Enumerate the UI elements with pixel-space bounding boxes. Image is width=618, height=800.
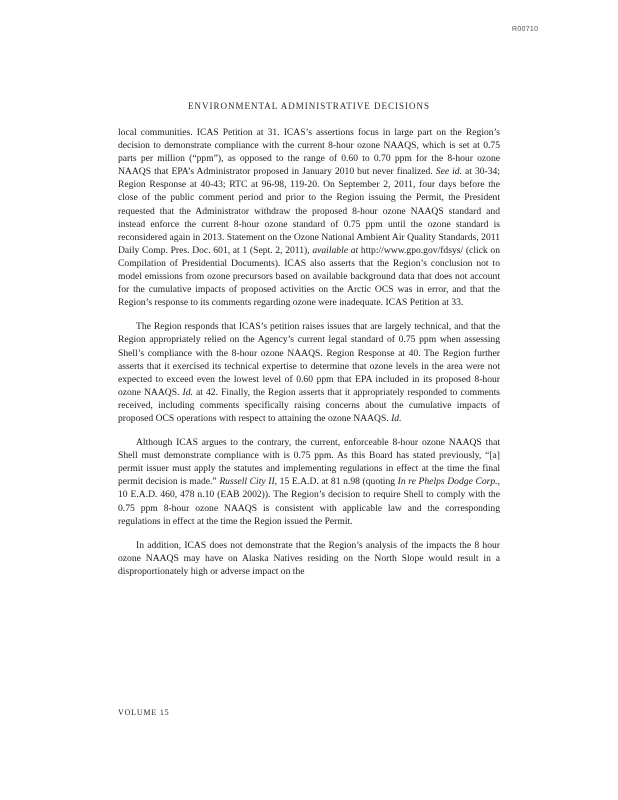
running-head: ENVIRONMENTAL ADMINISTRATIVE DECISIONS bbox=[188, 101, 430, 111]
text-run: local communities. ICAS Petition at 31. ICAS’s assertions focus in large part on the Region’s decision to demonstrate compliance with the current 8-hour ozone NAAQS, which is set at 0.75 parts per million (“ppm”), as opposed to the range of 0.60 to 0.70 ppm for the 8-hour ozone NAAQS that EPA’s Administrator proposed in January 2010 but never finalized. bbox=[118, 127, 500, 178]
body-text bbox=[118, 126, 500, 578]
italic-citation: Id. bbox=[391, 412, 402, 424]
text-run: The Region responds that ICAS’s petition raises issues that are largely technical, and that the Region appropriately relied on the Agency’s current legal standard of 0.75 ppm when assessing Shell’s compliance with the 8-hour ozone NAAQS. Region Response at 40. The Region further asserts that it exercised its technical expertise to determine that ozone levels in the area were not expected to exceed even the lowest level of 0.60 ppm that EPA included in its proposed 8-hour ozone NAAQS. bbox=[118, 321, 500, 398]
volume-footer: VOLUME 15 bbox=[118, 708, 170, 717]
italic-citation: Id. bbox=[182, 386, 193, 398]
paragraph-2 bbox=[118, 320, 500, 425]
text-run: http://www.gpo.gov/fdsys/ (click on Compilation of Presidential Documents). ICAS also asserts that the Region’s conclusion not to model emissions from ozone precursors based on available background data that does not account for the cumulative impacts of proposed activities on the Arctic OCS was in error, and that the Region’s response to its comments regarding ozone were inadequate. ICAS Petition at 33. bbox=[118, 244, 501, 309]
text-run: In addition, ICAS does not demonstrate that the Region’s analysis of the impacts the 8 hour ozone NAAQS may have on Alaska Natives residing on the North Slope would result in a disproportionately high or adverse impact on the bbox=[118, 539, 500, 577]
text-run: at 30-34; Region Response at 40-43; RTC at 96-98, 119-20. On September 2, 2011, four days before the close of the public comment period and prior to the Region issuing the Permit, the President requested that the Administrator withdraw the proposed 8-hour ozone NAAQS standard and instead enforce the current 8-hour ozone standard of 0.75 ppm until the ozone standard is reconsidered again in 2013. Statement on the Ozone National Ambient Air Quality Standards, 2011 Daily Comp. Pres. Doc. 601, at 1 (Sept. 2, 2011), bbox=[118, 166, 500, 256]
text-run: , 10 E.A.D. 460, 478 n.10 (EAB 2002)). The Region’s decision to require Shell to comply with the 0.75 ppm 8-hour ozone NAAQS is consistent with applicable law and the corresponding regulations in effect at the time the Region issued the Permit. bbox=[118, 476, 500, 527]
page-identifier: R00710 bbox=[512, 26, 539, 33]
text-run: at 42. Finally, the Region asserts that it appropriately responded to comments received, including comments specifically raising concerns about the cumulative impacts of proposed OCS operations with respect to attaining the ozone NAAQS. bbox=[118, 386, 500, 424]
text-run: Although ICAS argues to the contrary, the current, enforceable 8-hour ozone NAAQS that Shell must demonstrate compliance with is 0.75 ppm. As this Board has stated previously, “[a] permit issuer must apply the statutes and implementing regulations in effect at the time the final permit decision is made.” bbox=[118, 437, 500, 488]
italic-citation: See id. bbox=[435, 166, 462, 178]
italic-citation: In re Phelps Dodge Corp. bbox=[397, 476, 498, 488]
italic-citation: available at bbox=[312, 244, 359, 256]
text-run: , 15 E.A.D. at 81 n.98 (quoting bbox=[274, 476, 398, 488]
paragraph-4 bbox=[118, 539, 500, 578]
paragraph-3 bbox=[118, 436, 500, 528]
paragraph-1 bbox=[118, 126, 500, 309]
italic-citation: Russell City II bbox=[219, 476, 275, 488]
